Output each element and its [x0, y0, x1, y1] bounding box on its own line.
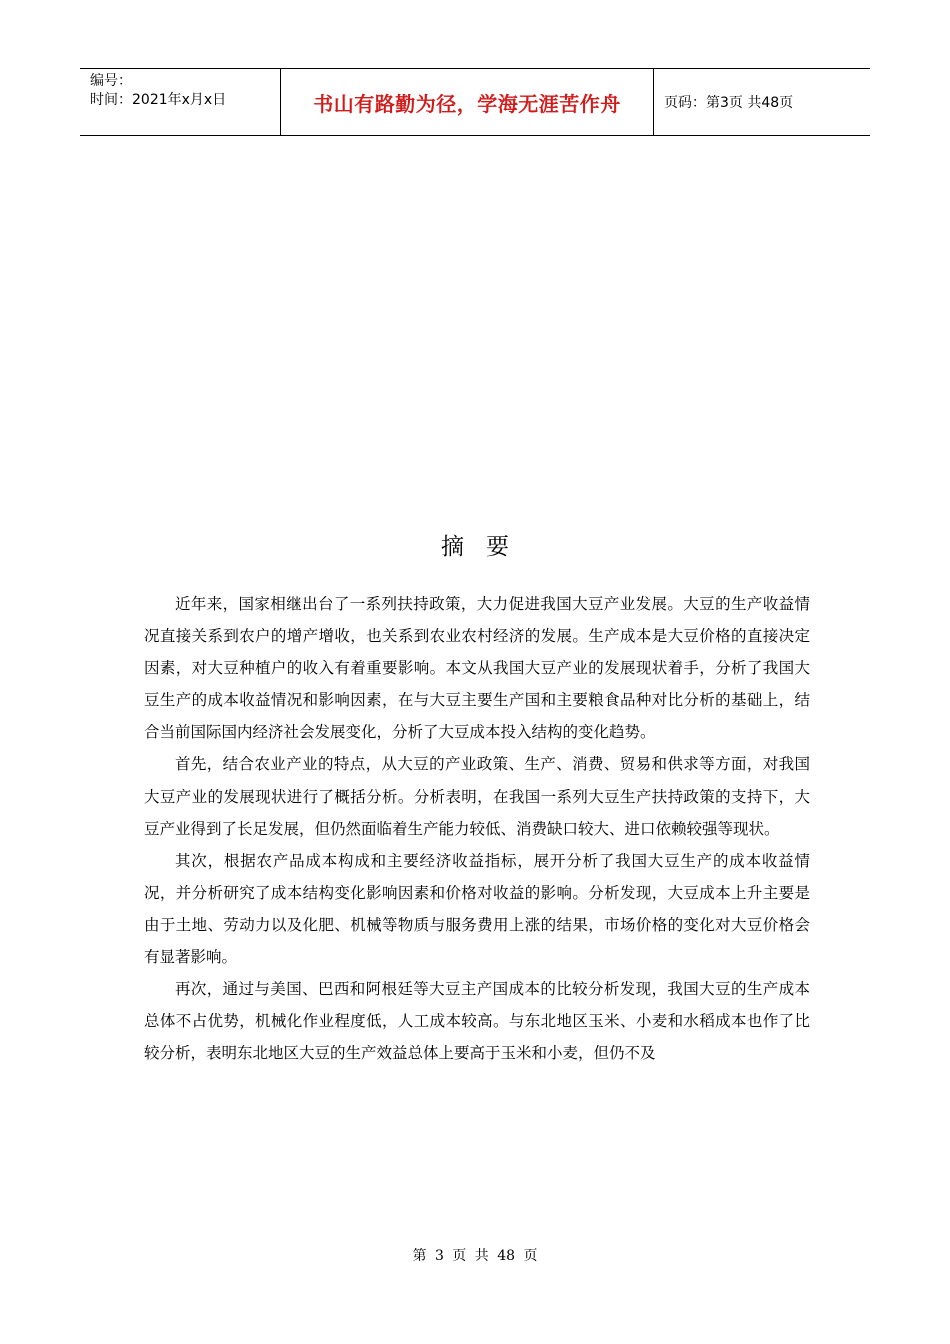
paragraph-2: 首先，结合农业产业的特点，从大豆的产业政策、生产、消费、贸易和供求等方面，对我国大豆产业的发展现状进行了概括分析。分析表明，在我国一系列大豆生产扶持政策的支持下，大豆产业得到了长足发展，但仍然面临着生产能力较低、消费缺口较大、进口依赖较强等现状。 [144, 755, 810, 838]
number-label: 编号： [90, 73, 132, 89]
time-label: 时间：2021年x月x日 [90, 92, 227, 108]
header-meta [80, 69, 281, 135]
header-page-code: 页码：第3页 共48页 [664, 95, 794, 111]
paragraph-3: 其次，根据农产品成本构成和主要经济收益指标，展开分析了我国大豆生产的成本收益情况，并分析研究了成本结构变化影响因素和价格对收益的影响。分析发现，大豆成本上升主要是由于土地、劳动力以及化肥、机械等物质与服务费用上涨的结果，市场价格的变化对大豆价格会有显著影响。 [144, 851, 810, 967]
page-header [80, 68, 870, 136]
page-footer: 第 3 页 共 48 页 [412, 1248, 538, 1264]
abstract-title: 摘要 [441, 534, 531, 560]
abstract-body [144, 588, 810, 1069]
paragraph-4: 再次，通过与美国、巴西和阿根廷等大豆主产国成本的比较分析发现，我国大豆的生产成本总体不占优势，机械化作业程度低，人工成本较高。与东北地区玉米、小麦和水稻成本也作了比较分析，表明东北地区大豆的生产效益总体上要高于玉米和小麦，但仍不及 [144, 980, 810, 1063]
header-motto: 书山有路勤为径，学海无涯苦作舟 [281, 69, 654, 135]
paragraph-1: 近年来，国家相继出台了一系列扶持政策，大力促进我国大豆产业发展。大豆的生产收益情况直接关系到农户的增产增收，也关系到农业农村经济的发展。生产成本是大豆价格的直接决定因素，对大豆种植户的收入有着重要影响。本文从我国大豆产业的发展现状着手，分析了我国大豆生产的成本收益情况和影响因素，在与大豆主要生产国和主要粮食品种对比分析的基础上，结合当前国际国内经济社会发展变化，分析了大豆成本投入结构的变化趋势。 [144, 595, 810, 742]
